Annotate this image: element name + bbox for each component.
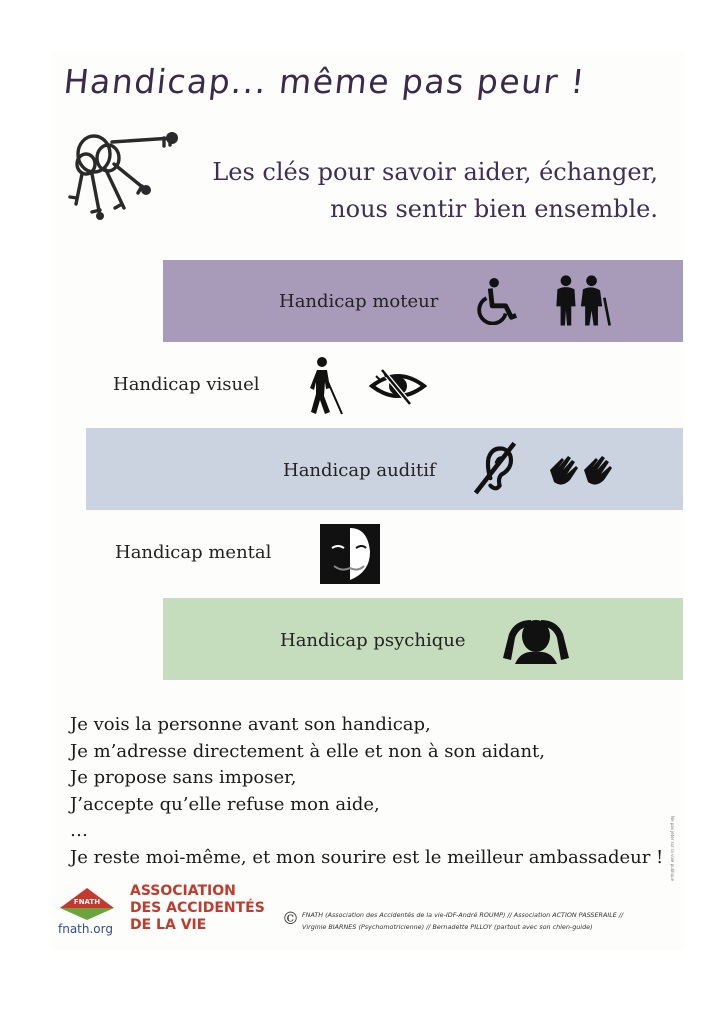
association-line: DES ACCIDENTÉS [130, 900, 265, 916]
hearing-impaired-ear-icon [472, 440, 518, 498]
sign-language-hands-icon [548, 450, 618, 490]
fnath-logo [60, 886, 114, 920]
band-handicap-psychique [163, 598, 683, 680]
credits-line-1: FNATH (Association des Accidentés de la vie-IDF-André ROUMP) // Association ACTION PASSERAILE // [302, 911, 624, 919]
subtitle [180, 154, 658, 228]
side-note: Ne pas jeter sur la voie publique [670, 816, 675, 881]
label-handicap-visuel: Handicap visuel [113, 374, 260, 395]
label-handicap-moteur: Handicap moteur [279, 291, 439, 312]
principles-list [70, 712, 670, 871]
label-handicap-mental: Handicap mental [115, 542, 272, 563]
blind-person-cane-icon [306, 356, 346, 416]
principle-line: J’accepte qu’elle refuse mon aide, [70, 793, 380, 815]
association-name [130, 883, 265, 934]
principle-line: Je propose sans imposer, [70, 767, 297, 788]
fnath-url[interactable]: fnath.org [58, 922, 113, 936]
subtitle-line-1: Les clés pour savoir aider, échanger, [212, 158, 658, 186]
credits [302, 909, 682, 933]
crossed-eye-icon [368, 366, 428, 406]
principle-line: … [70, 820, 88, 841]
band-handicap-moteur [163, 260, 683, 342]
principle-line: Je m’adresse directement à elle et non à son aidant, [70, 740, 545, 762]
label-handicap-psychique: Handicap psychique [280, 630, 466, 651]
association-line: DE LA VIE [130, 917, 207, 933]
face-mask-icon [320, 524, 380, 584]
band-handicap-visuel [100, 344, 520, 426]
association-line: ASSOCIATION [130, 883, 236, 899]
label-handicap-auditif: Handicap auditif [283, 460, 436, 481]
head-in-hands-icon [501, 614, 571, 664]
poster-title: Handicap... même pas peur ! [61, 62, 588, 101]
keys-icon [62, 124, 182, 224]
principle-line: Je vois la personne avant son handicap, [70, 714, 431, 735]
credits-line-2: Virginie BIARNES (Psychomotricienne) // Bernadette PILLOY (partout avec son chien-guide) [302, 923, 593, 931]
copyright-symbol: © [282, 909, 299, 929]
logo-text: FNATH [73, 898, 101, 906]
wheelchair-icon [473, 277, 521, 325]
elderly-couple-icon [551, 274, 615, 328]
band-handicap-mental [100, 512, 520, 594]
band-handicap-auditif [86, 428, 683, 510]
subtitle-line-2: nous sentir bien ensemble. [330, 195, 658, 223]
principle-line: Je reste moi-même, et mon sourire est le meilleur ambassadeur ! [70, 846, 664, 868]
